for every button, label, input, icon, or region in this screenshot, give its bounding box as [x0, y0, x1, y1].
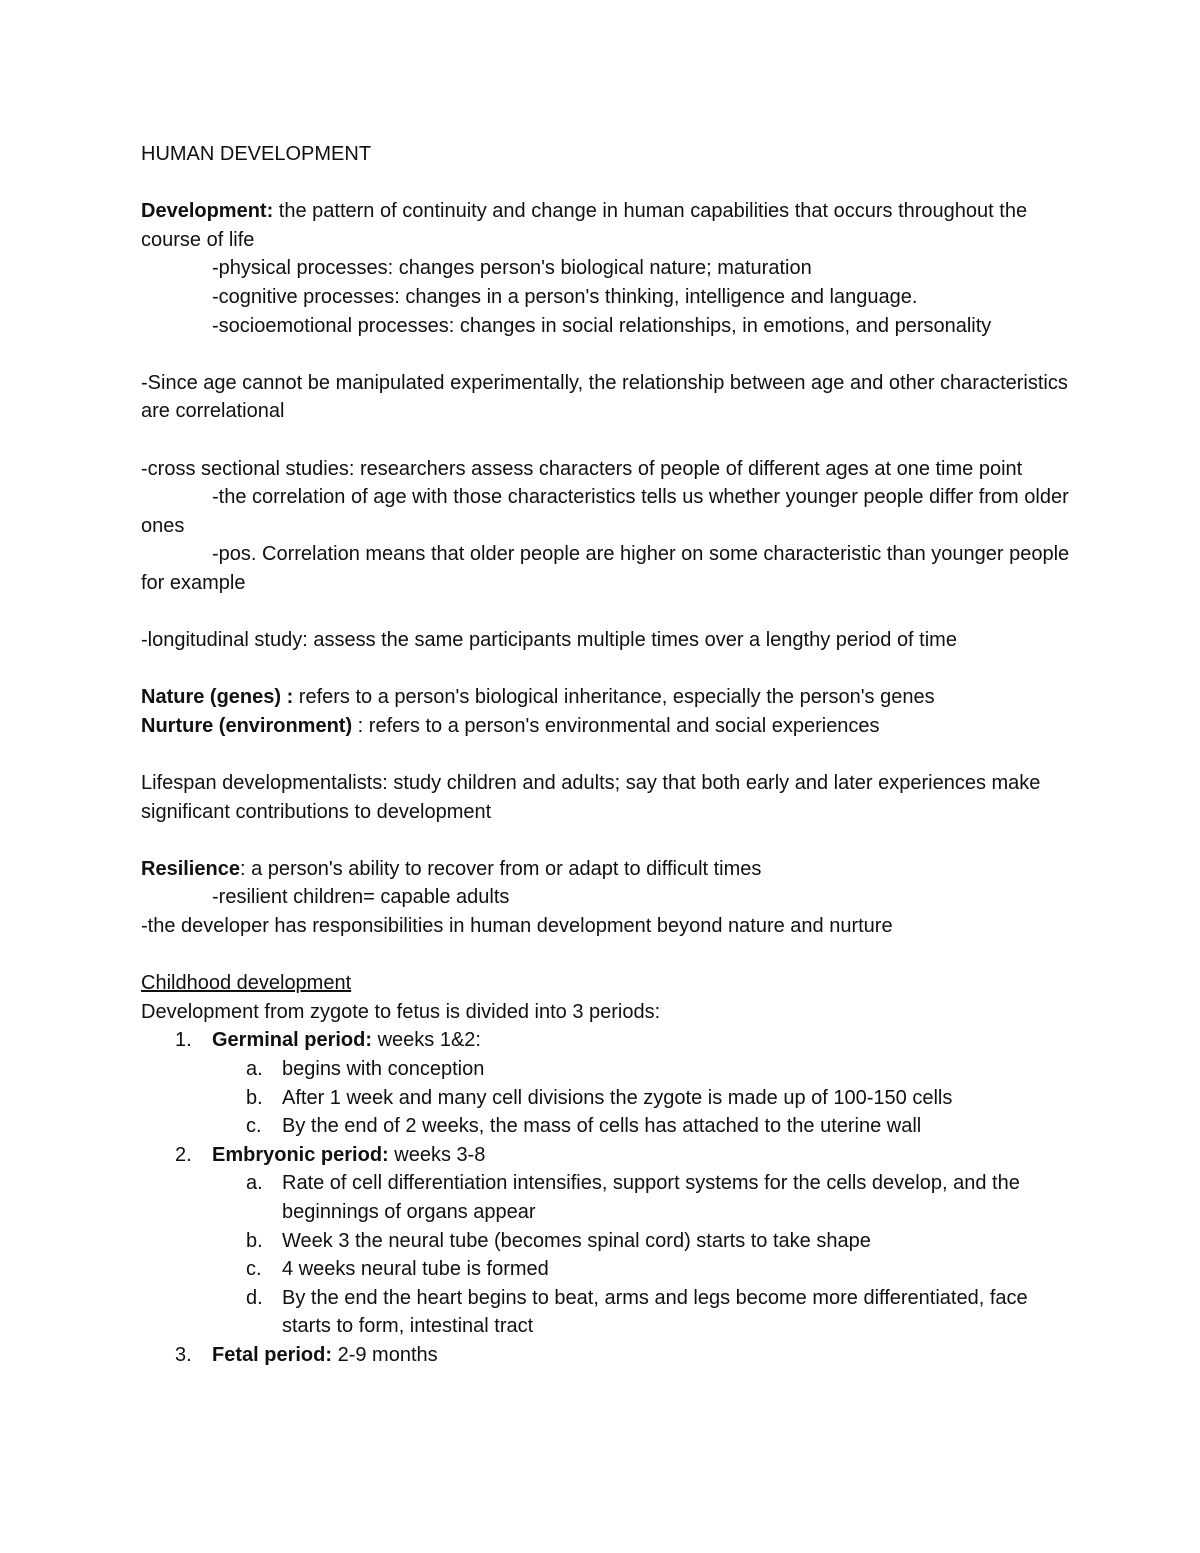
resilience-text: : a person's ability to recover from or adapt to difficult times — [239, 857, 762, 880]
subitem-text: After 1 week and many cell divisions the zygote is made up of 100-150 cells — [282, 1086, 953, 1109]
development-definition — [141, 197, 1071, 254]
period-subitem — [141, 1169, 1071, 1226]
nature-term: Nature (genes) : — [141, 686, 294, 709]
spacer — [141, 655, 1071, 684]
period-item — [141, 1026, 1071, 1055]
childhood-intro: Development from zygote to fetus is divided into 3 periods: — [141, 1000, 661, 1023]
childhood-heading — [141, 969, 1071, 998]
development-term: Development: — [141, 200, 274, 223]
nurture-definition — [141, 712, 1071, 741]
subitem-letter: c. — [246, 1258, 262, 1281]
period-item — [141, 1141, 1071, 1170]
period-term: Embryonic period: — [212, 1143, 389, 1166]
spacer — [141, 340, 1071, 369]
period-number: 2. — [175, 1143, 192, 1166]
spacer — [141, 941, 1071, 970]
resilience-sub: -resilient children= capable adults — [212, 886, 510, 909]
age-note: -Since age cannot be manipulated experimentally, the relationship between age and other characteristics are correlational — [141, 371, 1068, 423]
cross-sectional-sub-1: -the correlation of age with those characteristics tells us whether younger people differ from older ones — [141, 486, 1069, 537]
nature-definition — [141, 683, 1071, 712]
spacer — [141, 598, 1071, 627]
process-cognitive: -cognitive processes: changes in a person's thinking, intelligence and language. — [212, 285, 918, 308]
nurture-term: Nurture (environment) — [141, 714, 353, 737]
development-text: the pattern of continuity and change in human capabilities that occurs throughout the course of life — [141, 200, 1028, 251]
process-socioemotional: -socioemotional processes: changes in social relationships, in emotions, and personality — [212, 314, 992, 337]
period-subitem — [141, 1255, 1071, 1284]
cross-sectional-sub-2: -pos. Correlation means that older people are higher on some characteristic than younger people for example — [141, 543, 1070, 594]
document-page — [141, 140, 1071, 1370]
lifespan-note: Lifespan developmentalists: study children and adults; say that both early and later experiences make significant contributions to development — [141, 772, 1041, 823]
spacer — [141, 826, 1071, 855]
period-subitem — [141, 1112, 1071, 1141]
subitem-letter: b. — [246, 1086, 263, 1109]
period-subitem — [141, 1227, 1071, 1256]
period-subitem — [141, 1055, 1071, 1084]
period-title — [141, 1141, 1071, 1170]
subitem-letter: a. — [246, 1058, 263, 1080]
cross-sectional-main: -cross sectional studies: researchers assess characters of people of different ages at one time point — [141, 457, 1023, 480]
period-subitem — [141, 1084, 1071, 1113]
period-term: Fetal period: — [212, 1343, 333, 1366]
resilience-note: -the developer has responsibilities in human development beyond nature and nurture — [141, 915, 893, 938]
period-desc: 2-9 months — [332, 1343, 438, 1366]
subitem-text: By the end the heart begins to beat, arms and legs become more differentiated, face starts to form, intestinal tract — [282, 1286, 1028, 1338]
period-title — [141, 1026, 1071, 1055]
period-subitem — [141, 1284, 1071, 1341]
period-desc: weeks 3-8 — [388, 1143, 486, 1166]
spacer — [141, 740, 1071, 769]
subitem-text: Week 3 the neural tube (becomes spinal cord) starts to take shape — [282, 1229, 871, 1252]
resilience-term: Resilience — [141, 857, 240, 880]
resilience-definition — [141, 855, 1071, 884]
subitem-letter: d. — [246, 1286, 263, 1309]
period-desc: weeks 1&2: — [372, 1029, 481, 1052]
spacer — [141, 169, 1071, 198]
nature-text: refers to a person's biological inheritance, especially the person's genes — [293, 686, 935, 709]
subitem-text: begins with conception — [282, 1058, 485, 1080]
period-item — [141, 1341, 1071, 1370]
subitem-text: By the end of 2 weeks, the mass of cells has attached to the uterine wall — [282, 1115, 922, 1138]
nurture-text: : refers to a person's environmental and social experiences — [352, 714, 880, 737]
subitem-letter: a. — [246, 1172, 263, 1195]
spacer — [141, 426, 1071, 455]
subitem-letter: c. — [246, 1115, 262, 1138]
subitem-text: 4 weeks neural tube is formed — [282, 1258, 549, 1281]
period-title — [141, 1341, 1071, 1370]
childhood-heading-text: Childhood development — [141, 972, 352, 995]
longitudinal-note: -longitudinal study: assess the same participants multiple times over a lengthy period of time — [141, 629, 957, 652]
document-title: HUMAN DEVELOPMENT — [141, 143, 372, 165]
process-physical: -physical processes: changes person's biological nature; maturation — [212, 257, 812, 280]
subitem-letter: b. — [246, 1229, 263, 1252]
subitem-text: Rate of cell differentiation intensifies, support systems for the cells develop, and the beginnings of organs appear — [282, 1172, 1020, 1223]
period-number: 1. — [175, 1029, 192, 1052]
period-number: 3. — [175, 1343, 192, 1366]
period-term: Germinal period: — [212, 1029, 373, 1052]
